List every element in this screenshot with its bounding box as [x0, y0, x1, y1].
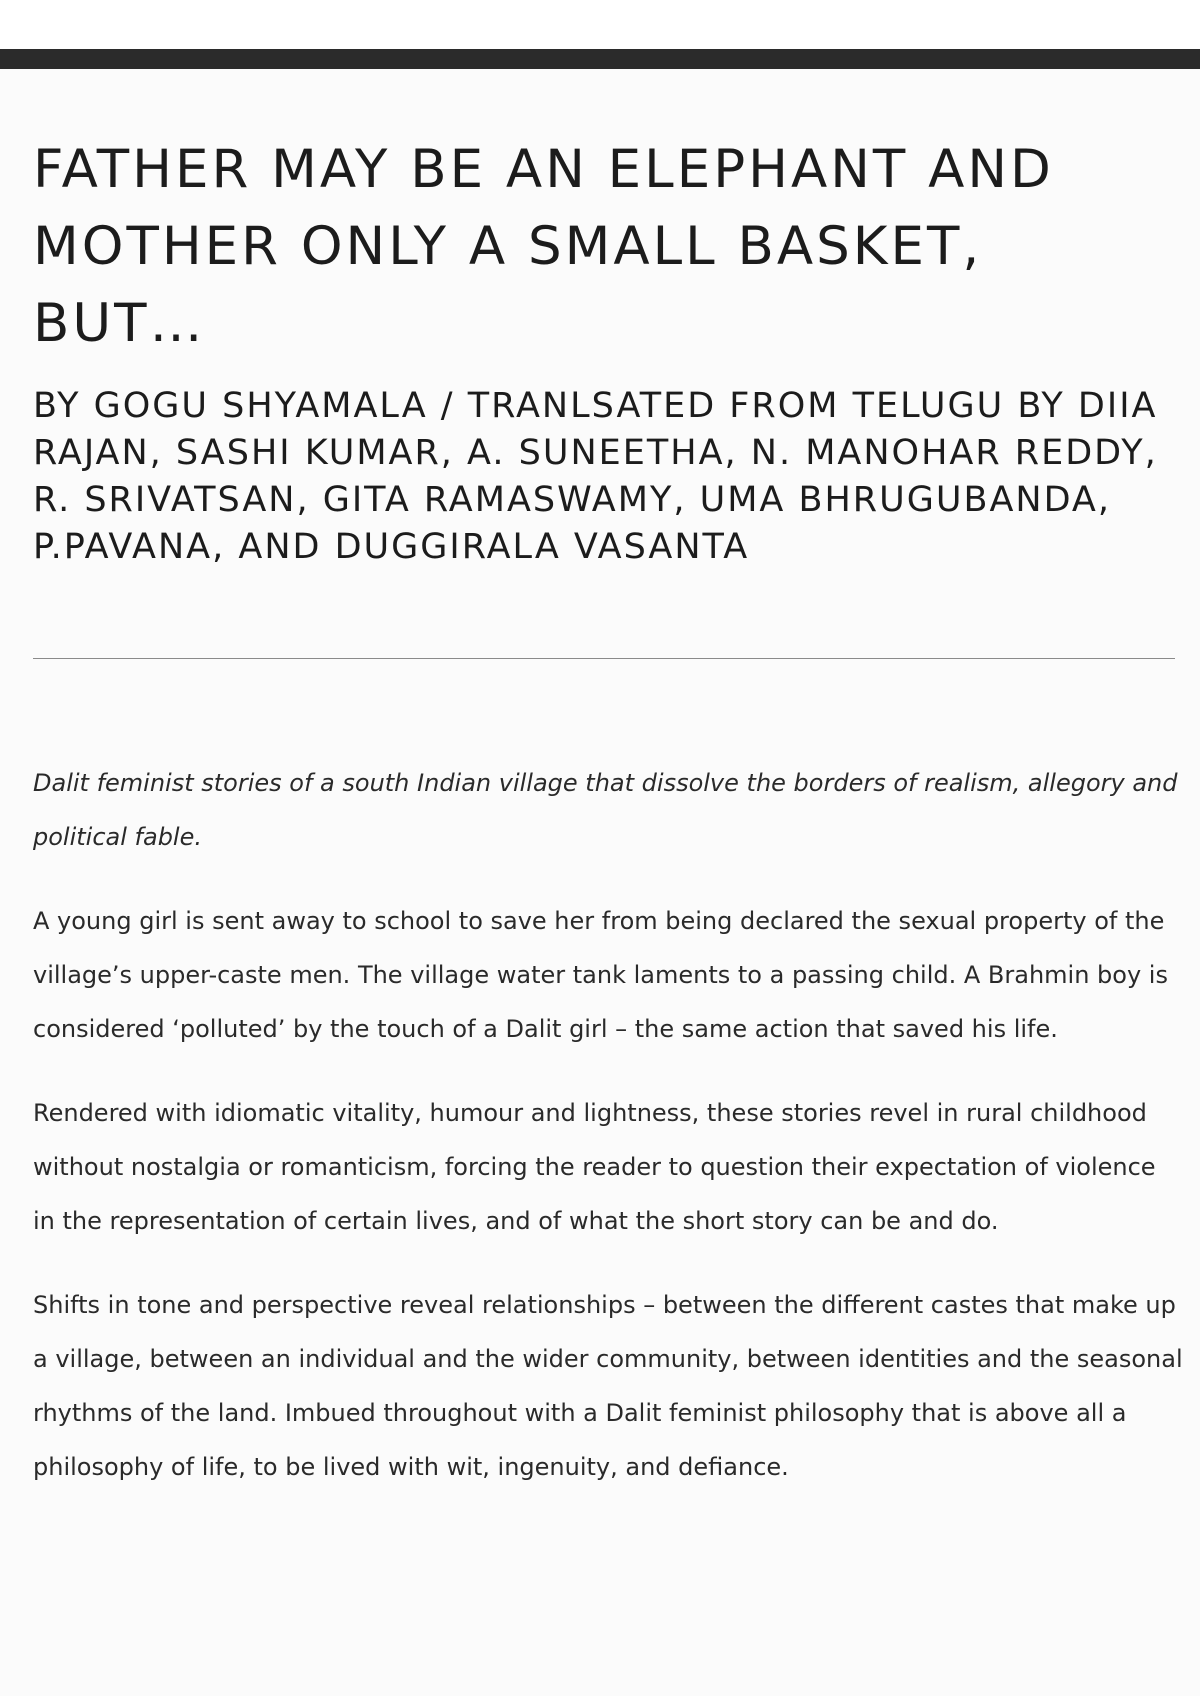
article-body — [33, 756, 1183, 1524]
intro-paragraph: Dalit feminist stories of a south Indian village that dissolve the borders of realism, allegory and political fable. — [33, 769, 1178, 851]
page — [0, 69, 1200, 1696]
top-bar — [0, 49, 1200, 69]
article-title: FATHER MAY BE AN ELEPHANT AND MOTHER ONLY A SMALL BASKET, BUT… — [33, 139, 1054, 354]
body-paragraph-3: Shifts in tone and perspective reveal relationships – between the different castes that make up a village, between an individual and the wider community, between identities and the seasonal rhythms of the land. Imbued throughout with a Dalit feminist philosophy that is above all a philosophy of life, to be lived with wit, ingenuity, and defiance. — [33, 1291, 1183, 1481]
body-paragraph-2: Rendered with idiomatic vitality, humour and lightness, these stories revel in rural childhood without nostalgia or romanticism, forcing the reader to question their expectation of violence in the representation of certain lives, and of what the short story can be and do. — [33, 1099, 1156, 1235]
body-paragraph-1: A young girl is sent away to school to save her from being declared the sexual property of the village’s upper-caste men. The village water tank laments to a passing child. A Brahmin boy is considered ‘polluted’ by the touch of a Dalit girl – the same action that saved his life. — [33, 907, 1168, 1043]
article-byline: BY GOGU SHYAMALA / TRANLSATED FROM TELUGU BY DIIA RAJAN, SASHI KUMAR, A. SUNEETHA, N. MANOHAR REDDY, R. SRIVATSAN, GITA RAMASWAMY, UMA BHRUGUBANDA, P.PAVANA, AND DUGGIRALA VASANTA — [33, 386, 1158, 567]
divider — [33, 658, 1175, 659]
